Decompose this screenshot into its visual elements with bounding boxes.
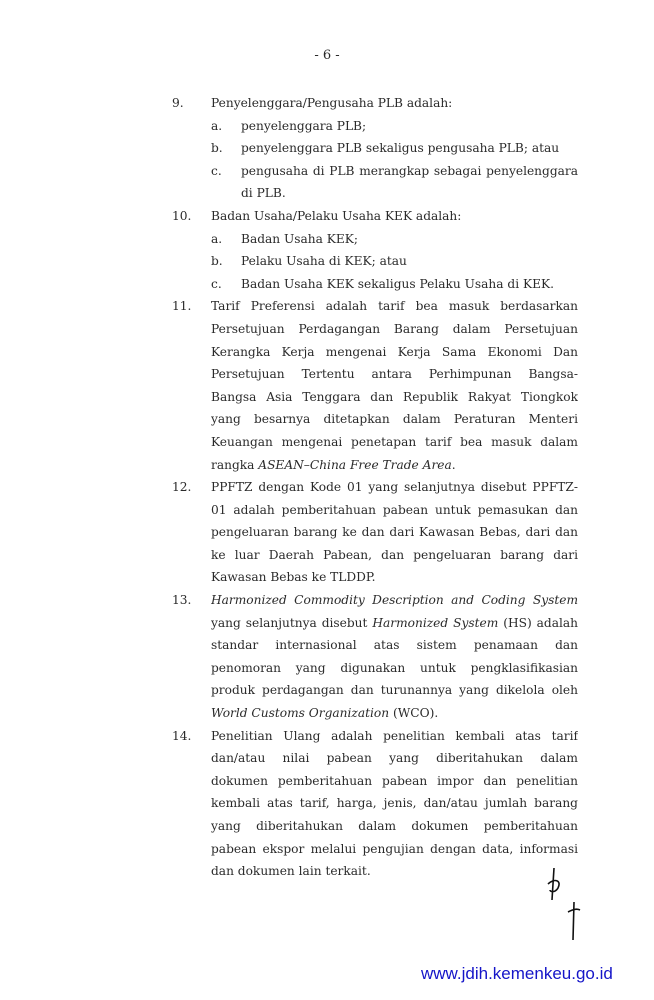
text-segment: (HS) adalah — [498, 615, 578, 630]
italic-term: Harmonized Commodity Description and Coding System — [211, 593, 578, 608]
text-segment: Persetujuan Perdagangan Barang dalam Persetujuan — [211, 321, 578, 336]
list-item-line — [172, 747, 578, 770]
list-item-text — [211, 408, 578, 431]
list-item-line — [172, 792, 578, 815]
list-item-line — [172, 521, 578, 544]
list-item-line — [172, 318, 578, 341]
text-segment: pabean ekspor melalui pengujian dengan data, informasi — [211, 841, 578, 856]
text-segment: (WCO). — [389, 706, 439, 721]
list-item-line — [172, 476, 578, 499]
list-item-text — [211, 521, 578, 544]
text-segment: kembali atas tarif, harga, jenis, dan/atau jumlah barang — [211, 796, 578, 811]
list-item-text — [241, 228, 578, 251]
list-item-line — [172, 815, 578, 838]
text-segment: standar internasional atas sistem penamaan dan — [211, 638, 578, 653]
list-item-line — [172, 612, 578, 635]
list-item-text — [211, 341, 578, 364]
page-number: - 6 - — [314, 48, 340, 63]
list-item-text — [211, 386, 578, 409]
paraf-signature — [540, 862, 590, 942]
list-item-text — [211, 634, 578, 657]
list-item-text — [211, 363, 578, 386]
list-item-line — [172, 228, 578, 251]
list-item-line — [172, 679, 578, 702]
text-segment: yang diberitahukan dalam dokumen pemberitahuan — [211, 819, 578, 833]
italic-term: Harmonized System — [372, 615, 499, 630]
list-item-text — [241, 115, 578, 138]
list-item-line — [172, 137, 578, 160]
list-item-line — [172, 544, 578, 567]
list-item-text — [211, 431, 578, 454]
list-item-number: 14. — [172, 728, 192, 743]
list-item-line — [172, 454, 578, 477]
text-segment: penyelenggara PLB; — [241, 118, 367, 133]
list-item-line — [172, 386, 578, 409]
text-segment: di PLB. — [241, 186, 286, 201]
list-item-line — [172, 725, 578, 748]
list-item-text — [211, 566, 578, 589]
text-segment: dan/atau nilai pabean yang diberitahukan dalam — [211, 751, 578, 766]
list-item-text — [211, 838, 578, 861]
list-item-line — [172, 182, 578, 205]
list-item-text — [211, 92, 578, 115]
list-item-text — [241, 182, 578, 205]
text-segment: pengusaha di PLB merangkap sebagai penyelenggara — [241, 163, 578, 178]
text-segment: yang selanjutnya disebut — [211, 615, 373, 630]
list-item-line — [172, 273, 578, 296]
list-item-line — [172, 566, 578, 589]
text-segment: Kawasan Bebas ke TLDDP. — [211, 570, 376, 585]
definition-list — [172, 92, 578, 883]
text-segment: PPFTZ dengan Kode 01 yang selanjutnya disebut PPFTZ- — [211, 480, 578, 495]
list-item-line — [172, 250, 578, 273]
italic-term: ASEAN–China Free Trade Area — [258, 457, 452, 472]
text-segment: dan dokumen lain terkait. — [211, 864, 371, 879]
text-segment: pengeluaran barang ke dan dari Kawasan Bebas, dari dan — [211, 525, 578, 540]
list-item-text — [241, 273, 578, 296]
text-segment: rangka — [211, 457, 259, 472]
list-item-number: a. — [211, 118, 223, 133]
text-segment: Keuangan mengenai penetapan tarif bea masuk dalam — [211, 434, 578, 449]
list-item-number: c. — [211, 163, 222, 178]
list-item-number: a. — [211, 231, 223, 246]
list-item-line — [172, 770, 578, 793]
text-segment: . — [451, 457, 456, 472]
list-item-text — [241, 137, 578, 160]
list-item-number: 12. — [172, 480, 192, 495]
list-item-text — [211, 454, 578, 477]
list-item-line — [172, 363, 578, 386]
text-segment: Tarif Preferensi adalah tarif bea masuk berdasarkan — [211, 299, 578, 314]
list-item-text — [211, 770, 578, 793]
list-item-text — [211, 702, 578, 725]
list-item-text — [211, 612, 578, 635]
list-item-line — [172, 838, 578, 861]
list-item-line — [172, 589, 578, 612]
list-item-line — [172, 115, 578, 138]
list-item-line — [172, 657, 578, 680]
list-item-text — [211, 205, 578, 228]
text-segment: Kerangka Kerja mengenai Kerja Sama Ekonomi Dan — [211, 344, 578, 359]
list-item-text — [211, 747, 578, 770]
list-item-line — [172, 92, 578, 115]
text-segment: Penyelenggara/Pengusaha PLB adalah: — [211, 96, 453, 110]
list-item-text — [211, 792, 578, 815]
list-item-text — [211, 476, 578, 499]
list-item-number: 10. — [172, 208, 192, 223]
list-item-number: b. — [211, 141, 223, 156]
list-item-text — [241, 250, 578, 273]
list-item-number: 13. — [172, 593, 192, 608]
jdih-website-link[interactable]: www.jdih.kemenkeu.go.id — [421, 964, 613, 983]
text-segment: Persetujuan Tertentu antara Perhimpunan Bangsa- — [211, 367, 578, 382]
list-item-text — [211, 295, 578, 318]
text-segment: produk perdagangan dan turunannya yang dikelola oleh — [211, 683, 578, 698]
list-item-text — [211, 499, 578, 522]
list-item-text — [211, 544, 578, 567]
list-item-line — [172, 634, 578, 657]
text-segment: Badan Usaha KEK sekaligus Pelaku Usaha di KEK. — [241, 276, 554, 291]
list-item-line — [172, 295, 578, 318]
list-item-line — [172, 431, 578, 454]
text-segment: Penelitian Ulang adalah penelitian kembali atas tarif — [211, 728, 578, 743]
list-item-text — [211, 679, 578, 702]
list-item-number: 9. — [172, 96, 184, 110]
text-segment: penyelenggara PLB sekaligus pengusaha PLB; atau — [241, 141, 560, 156]
list-item-text — [211, 815, 578, 838]
text-segment: 01 adalah pemberitahuan pabean untuk pemasukan dan — [211, 502, 578, 517]
text-segment: Badan Usaha/Pelaku Usaha KEK adalah: — [211, 208, 462, 223]
list-item-line — [172, 408, 578, 431]
text-segment: ke luar Daerah Pabean, dan pengeluaran barang dari — [211, 547, 578, 562]
list-item-number: 11. — [172, 299, 192, 314]
italic-term: World Customs Organization — [211, 706, 390, 721]
text-segment: penomoran yang digunakan untuk pengklasifikasian — [211, 660, 578, 675]
list-item-text — [241, 160, 578, 183]
list-item-number: b. — [211, 254, 223, 269]
text-segment: yang besarnya ditetapkan dalam Peraturan Menteri — [211, 412, 578, 427]
text-segment: Pelaku Usaha di KEK; atau — [241, 254, 407, 269]
text-segment: dokumen pemberitahuan pabean impor dan penelitian — [211, 773, 578, 788]
list-item-line — [172, 341, 578, 364]
list-item-text — [211, 860, 578, 883]
list-item-text — [211, 589, 578, 612]
list-item-line — [172, 702, 578, 725]
list-item-number: c. — [211, 276, 222, 291]
list-item-line — [172, 860, 578, 883]
list-item-text — [211, 318, 578, 341]
list-item-line — [172, 205, 578, 228]
text-segment: Bangsa Asia Tenggara dan Republik Rakyat Tiongkok — [211, 389, 578, 404]
text-segment: Badan Usaha KEK; — [241, 231, 359, 246]
list-item-line — [172, 499, 578, 522]
list-item-line — [172, 160, 578, 183]
list-item-text — [211, 657, 578, 680]
list-item-text — [211, 725, 578, 748]
